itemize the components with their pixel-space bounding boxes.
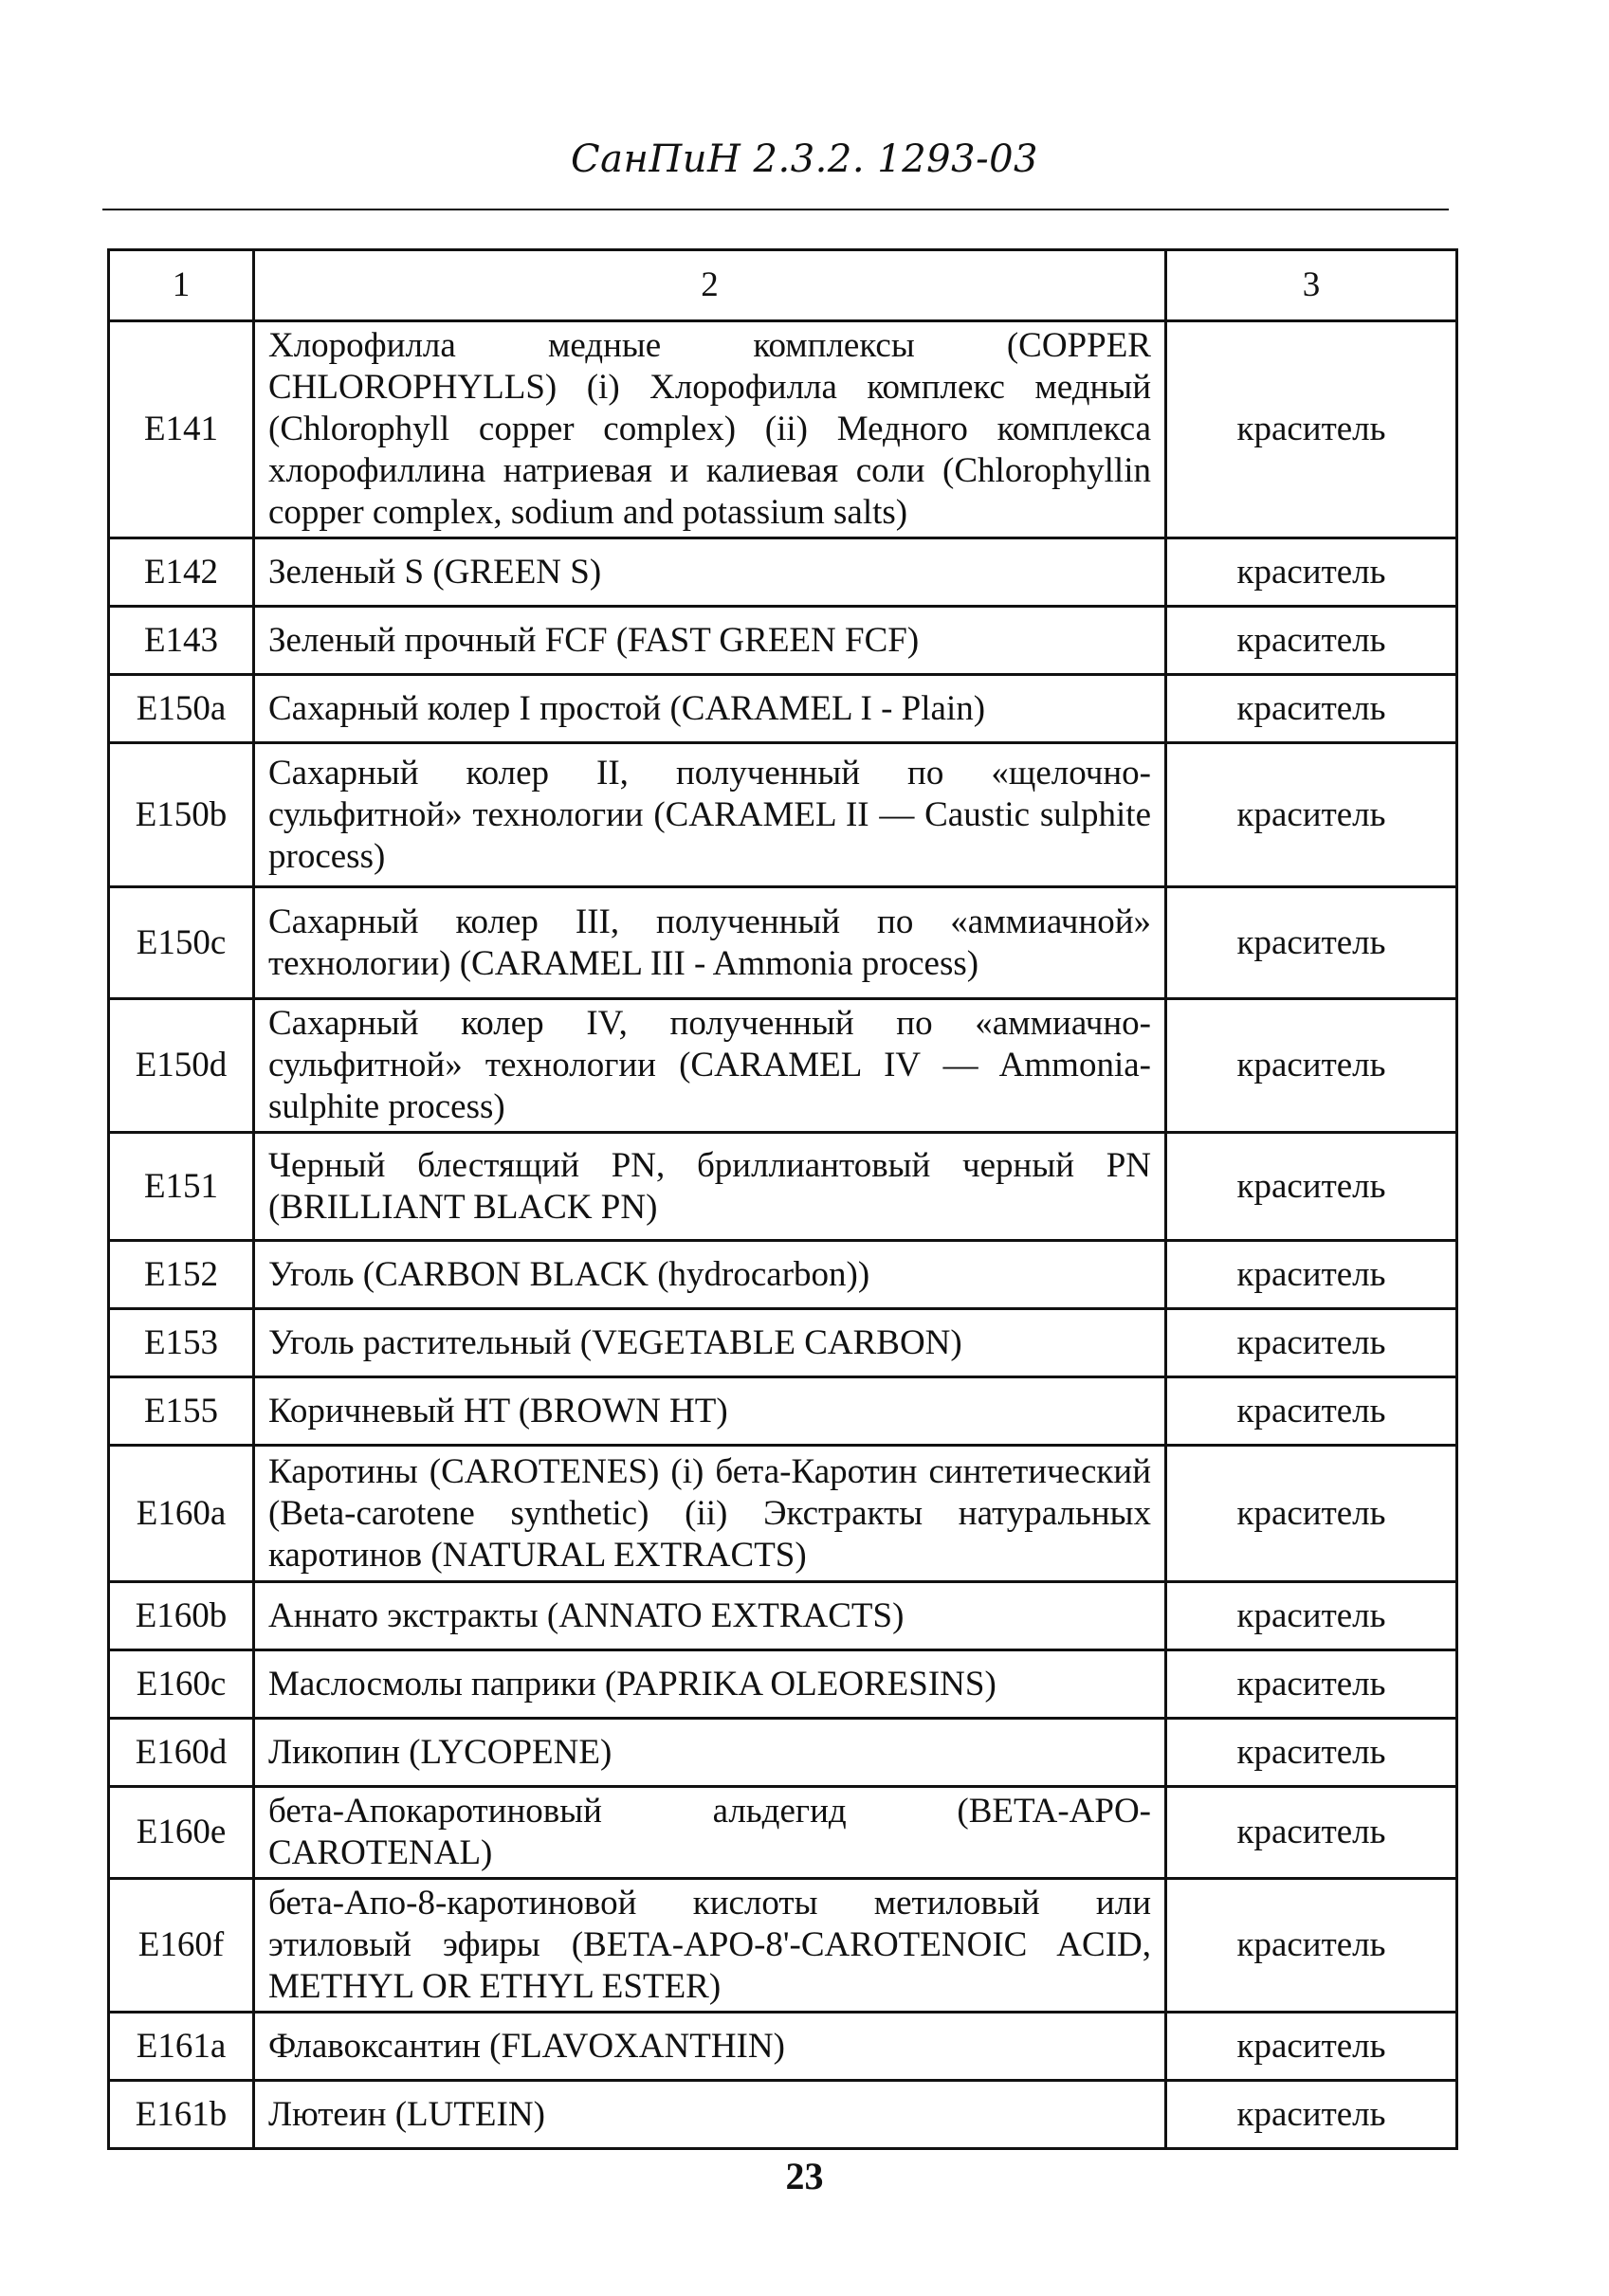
column-header-1: 1 [109,250,254,321]
additive-name: Зеленый прочный FCF (FAST GREEN FCF) [254,607,1166,675]
additive-code: E155 [109,1377,254,1446]
additive-name: бета-Апокаротиновый альдегид (BETA-APO-CAROTENAL) [254,1787,1166,1879]
table-row [109,1446,1457,1582]
table-row [109,1133,1457,1241]
additive-name: Сахарный колер II, полученный по «щелочно-сульфитной» технологии (CARAMEL II — Caustic sulphite process) [254,743,1166,887]
additive-name: Сахарный колер IV, полученный по «аммиачно-сульфитной» технологии (CARAMEL IV — Ammonia-sulphite process) [254,999,1166,1133]
technological-function: краситель [1166,1133,1457,1241]
table-row [109,538,1457,607]
table-row [109,1650,1457,1719]
technological-function: краситель [1166,321,1457,538]
additives-table [107,248,1458,2150]
additive-name: Хлорофилла медные комплексы (COPPER CHLOROPHYLLS) (i) Хлорофилла комплекс медный (Chlorophyll copper complex) (ii) Медного комплекса хлорофиллина натриевая и калиевая соли (Chlorophyllin copper complex, sodium and potassium salts) [254,321,1166,538]
additive-name: Ликопин (LYCOPENE) [254,1719,1166,1787]
table-row [109,607,1457,675]
additive-name: Черный блестящий PN, бриллиантовый черный PN (BRILLIANT BLACK PN) [254,1133,1166,1241]
additive-code: E141 [109,321,254,538]
additive-code: E150c [109,887,254,999]
technological-function: краситель [1166,1787,1457,1879]
additive-name: Маслосмолы паприки (PAPRIKA OLEORESINS) [254,1650,1166,1719]
page-number: 23 [785,2155,824,2197]
additive-name: бета-Апо-8-каротиновой кислоты метиловый или этиловый эфиры (BETA-APO-8'-CAROTENOIC ACID, METHYL OR ETHYL ESTER) [254,1879,1166,2013]
technological-function: краситель [1166,538,1457,607]
table-header-row [109,250,1457,321]
technological-function: краситель [1166,1446,1457,1582]
technological-function: краситель [1166,2013,1457,2081]
technological-function: краситель [1166,743,1457,887]
additive-code: E160c [109,1650,254,1719]
additive-name: Флавоксантин (FLAVOXANTHIN) [254,2013,1166,2081]
table-row [109,675,1457,743]
technological-function: краситель [1166,1377,1457,1446]
additive-name: Каротины (CAROTENES) (i) бета-Каротин синтетический (Beta-carotene synthetic) (ii) Экстракты натуральных каротинов (NATURAL EXTRACTS) [254,1446,1166,1582]
additive-code: E150a [109,675,254,743]
table-row [109,1582,1457,1650]
table-row [109,887,1457,999]
technological-function: краситель [1166,675,1457,743]
additive-code: E152 [109,1241,254,1309]
additive-name: Зеленый S (GREEN S) [254,538,1166,607]
additive-name: Лютеин (LUTEIN) [254,2081,1166,2149]
table-row [109,999,1457,1133]
technological-function: краситель [1166,1241,1457,1309]
additive-code: E143 [109,607,254,675]
table-row [109,1879,1457,2013]
table-row [109,1309,1457,1377]
table-row [109,2013,1457,2081]
column-header-3: 3 [1166,250,1457,321]
table-body [109,321,1457,2149]
additive-code: E150b [109,743,254,887]
additive-code: E160a [109,1446,254,1582]
technological-function: краситель [1166,1719,1457,1787]
additive-code: E153 [109,1309,254,1377]
additive-code: E160d [109,1719,254,1787]
technological-function: краситель [1166,1309,1457,1377]
additive-name: Сахарный колер I простой (CARAMEL I - Plain) [254,675,1166,743]
technological-function: краситель [1166,2081,1457,2149]
additive-name: Аннато экстракты (ANNATO EXTRACTS) [254,1582,1166,1650]
additive-code: E160f [109,1879,254,2013]
additive-code: E150d [109,999,254,1133]
additive-code: E161b [109,2081,254,2149]
additive-code: E151 [109,1133,254,1241]
table-row [109,1719,1457,1787]
additive-name: Уголь (CARBON BLACK (hydrocarbon)) [254,1241,1166,1309]
table-row [109,2081,1457,2149]
additive-code: E160e [109,1787,254,1879]
technological-function: краситель [1166,999,1457,1133]
additive-code: E142 [109,538,254,607]
technological-function: краситель [1166,1582,1457,1650]
additive-name: Сахарный колер III, полученный по «аммиачной» технологии) (CARAMEL III - Ammonia process) [254,887,1166,999]
technological-function: краситель [1166,1650,1457,1719]
technological-function: краситель [1166,607,1457,675]
table-row [109,1241,1457,1309]
table-row [109,1377,1457,1446]
technological-function: краситель [1166,1879,1457,2013]
table-row [109,321,1457,538]
table-row [109,1787,1457,1879]
table-row [109,743,1457,887]
column-header-2: 2 [254,250,1166,321]
additive-name: Коричневый HT (BROWN HT) [254,1377,1166,1446]
additive-name: Уголь растительный (VEGETABLE CARBON) [254,1309,1166,1377]
header-rule [102,209,1449,210]
additive-code: E160b [109,1582,254,1650]
page-header: СанПиН 2.3.2. 1293-03 [571,137,1038,181]
additive-code: E161a [109,2013,254,2081]
technological-function: краситель [1166,887,1457,999]
